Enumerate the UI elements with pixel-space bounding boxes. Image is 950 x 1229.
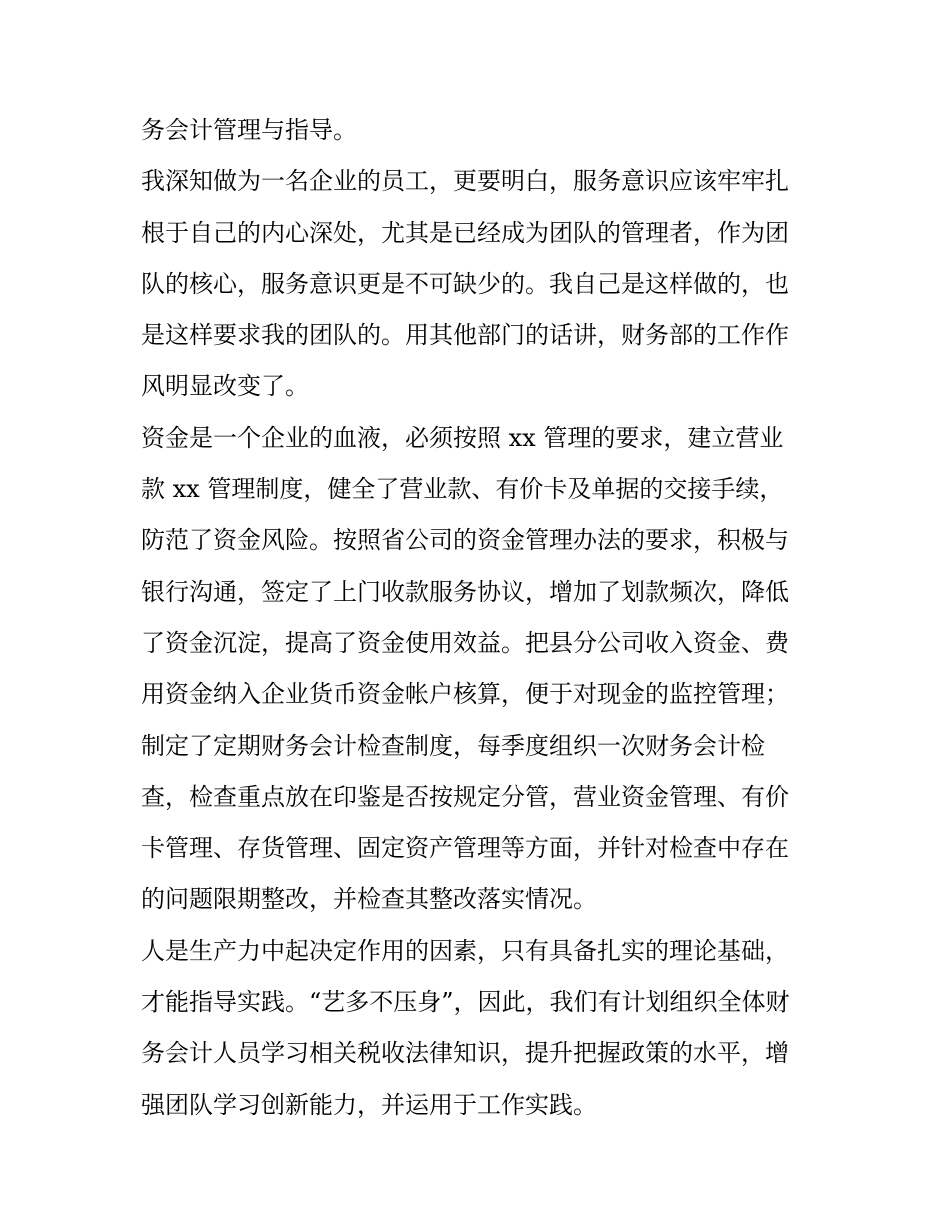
text-line: 务会计管理与指导。 <box>141 116 357 144</box>
text-line: 风明显改变了。 <box>141 372 309 401</box>
text-line: 银行沟通，签定了上门收款服务协议，增加了划款频次，降低 <box>141 577 789 606</box>
text-line: 才能指导实践。“艺多不压身”，因此，我们有计划组织全体财 <box>141 988 790 1017</box>
text-line: 查，检查重点放在印鉴是否按规定分管，营业资金管理、有价 <box>141 782 789 811</box>
text-line: 卡管理、存货管理、固定资产管理等方面，并针对检查中存在 <box>141 834 789 863</box>
text-line: 了资金沉淀，提高了资金使用效益。把县分公司收入资金、费 <box>141 628 789 657</box>
text-line: 务会计人员学习相关税收法律知识，提升把握政策的水平，增 <box>141 1039 789 1068</box>
text-line: 的问题限期整改，并检查其整改落实情况。 <box>141 885 597 914</box>
document-body <box>141 105 821 1131</box>
text-line: 制定了定期财务会计检查制度，每季度组织一次财务会计检 <box>141 731 765 760</box>
text-line: 款 xx 管理制度，健全了营业款、有价卡及单据的交接手续， <box>141 475 784 504</box>
text-line: 资金是一个企业的血液，必须按照 xx 管理的要求，建立营业 <box>141 423 784 452</box>
text-line: 用资金纳入企业货币资金帐户核算，便于对现金的监控管理； <box>141 680 789 709</box>
text-line: 防范了资金风险。按照省公司的资金管理办法的要求，积极与 <box>141 526 789 555</box>
text-line: 我深知做为一名企业的员工，更要明白，服务意识应该牢牢扎 <box>141 167 789 196</box>
text-line: 强团队学习创新能力，并运用于工作实践。 <box>141 1090 597 1119</box>
text-line: 是这样要求我的团队的。用其他部门的话讲，财务部的工作作 <box>141 321 789 350</box>
text-line: 根于自己的内心深处，尤其是已经成为团队的管理者，作为团 <box>141 218 789 247</box>
text-line: 队的核心，服务意识更是不可缺少的。我自己是这样做的，也 <box>141 269 789 298</box>
text-line: 人是生产力中起决定作用的因素，只有具备扎实的理论基础， <box>141 936 789 965</box>
